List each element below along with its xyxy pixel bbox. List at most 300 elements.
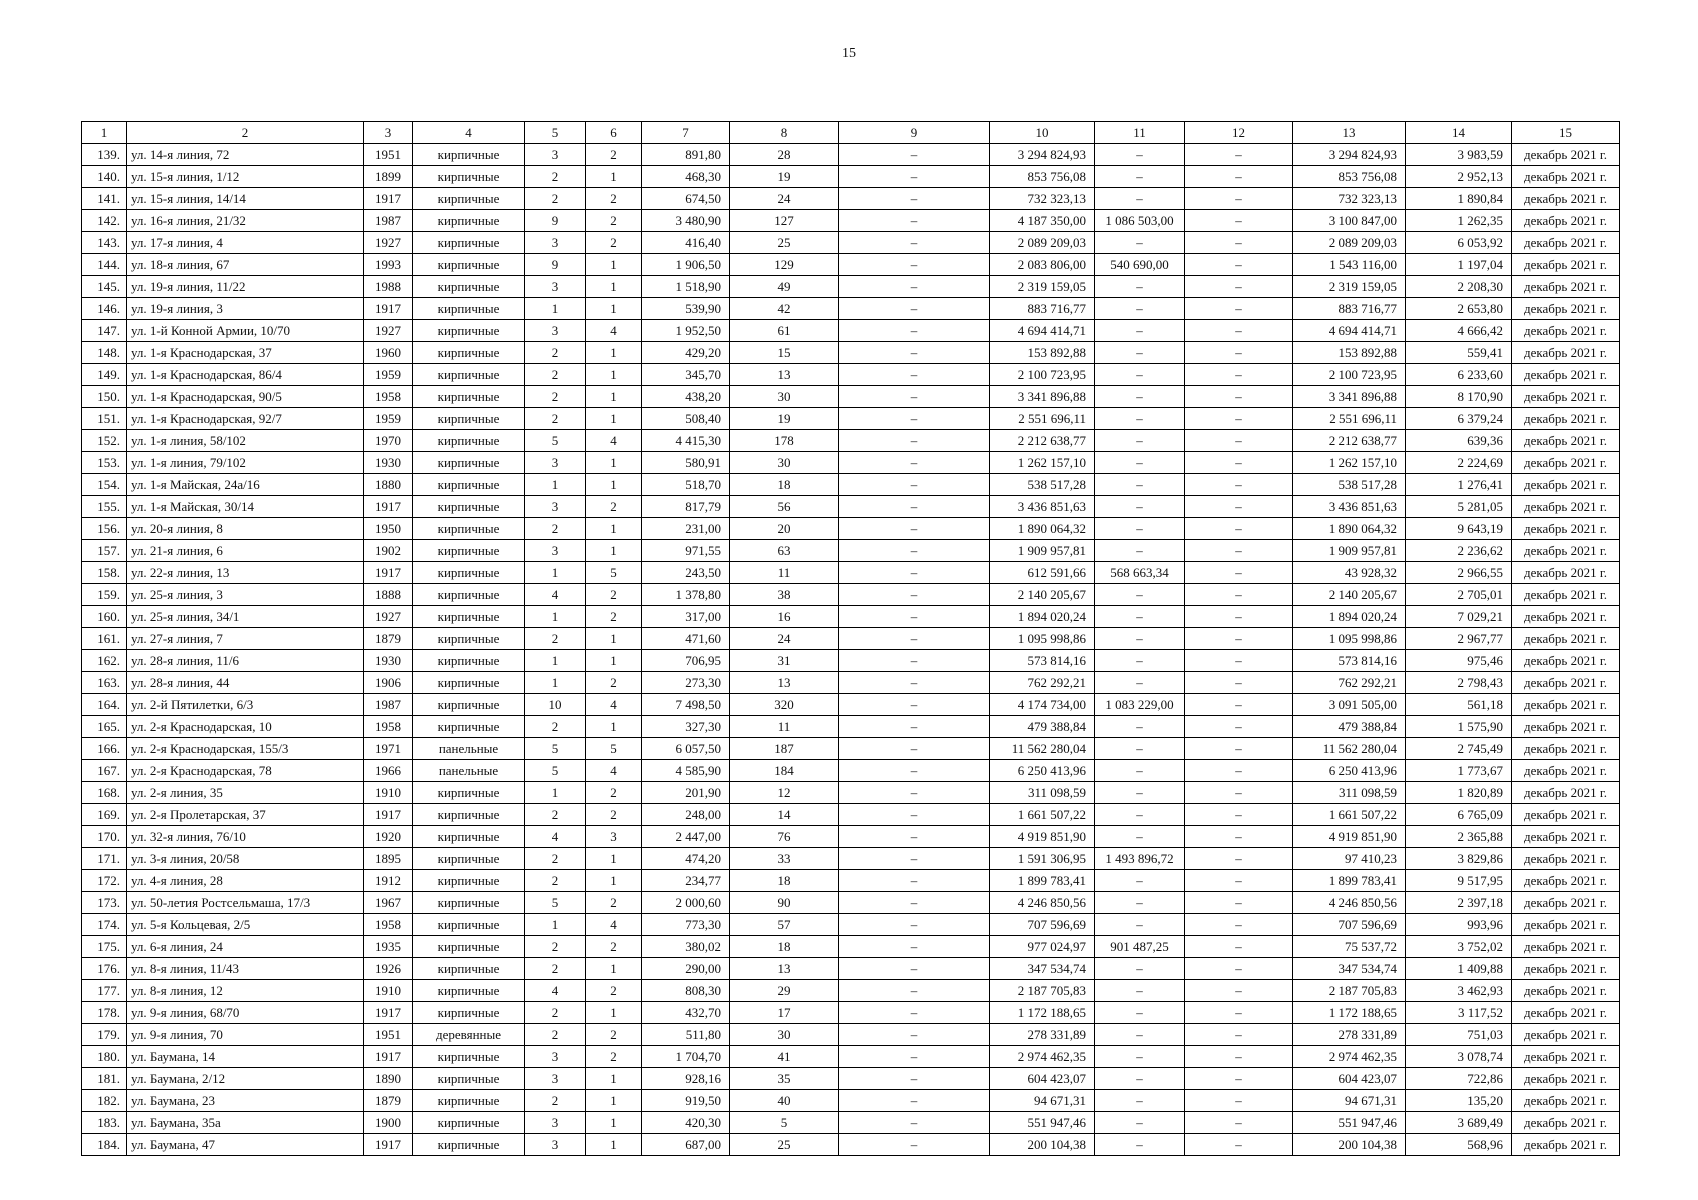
cell-residents: 14 (730, 804, 839, 826)
cell-residents: 18 (730, 474, 839, 496)
cell-cost-total: 853 756,08 (990, 166, 1095, 188)
cell-cost-balance: 3 100 847,00 (1293, 210, 1406, 232)
cell-floors: 2 (525, 518, 586, 540)
cell-entrances: 2 (586, 188, 642, 210)
cell-address: ул. 1-й Конной Армии, 10/70 (127, 320, 364, 342)
cell-row-index: 182. (82, 1090, 127, 1112)
cell-residents: 30 (730, 452, 839, 474)
cell-deadline: декабрь 2021 г. (1512, 694, 1620, 716)
cell-area: 919,50 (642, 1090, 730, 1112)
cell-year-built: 1920 (364, 826, 413, 848)
cell-col-11: – (1095, 1002, 1185, 1024)
cell-residents: 29 (730, 980, 839, 1002)
cell-floors: 3 (525, 1046, 586, 1068)
cell-area: 248,00 (642, 804, 730, 826)
cell-wall-material: кирпичные (413, 298, 525, 320)
cell-residents: 19 (730, 408, 839, 430)
cell-cost-total: 4 187 350,00 (990, 210, 1095, 232)
cell-col-9: – (839, 892, 990, 914)
cell-col-12: – (1185, 628, 1293, 650)
cell-entrances: 1 (586, 342, 642, 364)
cell-cost-total: 2 089 209,03 (990, 232, 1095, 254)
cell-address: ул. 9-я линия, 70 (127, 1024, 364, 1046)
cell-address: ул. 2-я Краснодарская, 78 (127, 760, 364, 782)
column-header-13: 13 (1293, 122, 1406, 144)
cell-wall-material: кирпичные (413, 342, 525, 364)
cell-year-built: 1970 (364, 430, 413, 452)
cell-cost-total: 153 892,88 (990, 342, 1095, 364)
cell-cost-balance: 347 534,74 (1293, 958, 1406, 980)
cell-entrances: 1 (586, 1002, 642, 1024)
cell-cost-per-unit: 993,96 (1406, 914, 1512, 936)
cell-deadline: декабрь 2021 г. (1512, 650, 1620, 672)
cell-floors: 4 (525, 584, 586, 606)
cell-entrances: 1 (586, 386, 642, 408)
cell-entrances: 2 (586, 804, 642, 826)
cell-col-11: 1 493 896,72 (1095, 848, 1185, 870)
cell-residents: 31 (730, 650, 839, 672)
cell-address: ул. 4-я линия, 28 (127, 870, 364, 892)
cell-col-11: – (1095, 1134, 1185, 1156)
cell-entrances: 2 (586, 936, 642, 958)
cell-row-index: 168. (82, 782, 127, 804)
cell-address: ул. 25-я линия, 34/1 (127, 606, 364, 628)
cell-wall-material: кирпичные (413, 540, 525, 562)
cell-year-built: 1890 (364, 1068, 413, 1090)
cell-cost-per-unit: 1 262,35 (1406, 210, 1512, 232)
table-row (82, 320, 1620, 342)
cell-cost-balance: 2 140 205,67 (1293, 584, 1406, 606)
cell-cost-per-unit: 6 233,60 (1406, 364, 1512, 386)
cell-cost-balance: 2 551 696,11 (1293, 408, 1406, 430)
cell-col-9: – (839, 1090, 990, 1112)
cell-cost-total: 278 331,89 (990, 1024, 1095, 1046)
cell-row-index: 155. (82, 496, 127, 518)
housing-register-table (81, 121, 1620, 1156)
table-row (82, 1090, 1620, 1112)
cell-cost-balance: 2 212 638,77 (1293, 430, 1406, 452)
table-row (82, 826, 1620, 848)
cell-address: ул. 22-я линия, 13 (127, 562, 364, 584)
cell-address: ул. 1-я линия, 79/102 (127, 452, 364, 474)
cell-col-11: – (1095, 760, 1185, 782)
cell-cost-per-unit: 2 365,88 (1406, 826, 1512, 848)
cell-deadline: декабрь 2021 г. (1512, 760, 1620, 782)
cell-year-built: 1930 (364, 650, 413, 672)
cell-area: 6 057,50 (642, 738, 730, 760)
cell-area: 471,60 (642, 628, 730, 650)
cell-residents: 49 (730, 276, 839, 298)
cell-wall-material: кирпичные (413, 320, 525, 342)
cell-col-9: – (839, 540, 990, 562)
cell-entrances: 1 (586, 1090, 642, 1112)
cell-cost-total: 707 596,69 (990, 914, 1095, 936)
cell-col-9: – (839, 958, 990, 980)
cell-residents: 18 (730, 936, 839, 958)
column-header-8: 8 (730, 122, 839, 144)
cell-year-built: 1966 (364, 760, 413, 782)
cell-address: ул. 1-я Краснодарская, 37 (127, 342, 364, 364)
cell-entrances: 1 (586, 958, 642, 980)
cell-cost-total: 3 341 896,88 (990, 386, 1095, 408)
cell-floors: 5 (525, 760, 586, 782)
cell-row-index: 172. (82, 870, 127, 892)
cell-cost-per-unit: 2 967,77 (1406, 628, 1512, 650)
cell-entrances: 2 (586, 1024, 642, 1046)
cell-wall-material: кирпичные (413, 562, 525, 584)
cell-area: 380,02 (642, 936, 730, 958)
cell-address: ул. 8-я линия, 11/43 (127, 958, 364, 980)
cell-row-index: 141. (82, 188, 127, 210)
cell-entrances: 1 (586, 474, 642, 496)
cell-cost-total: 2 212 638,77 (990, 430, 1095, 452)
cell-residents: 56 (730, 496, 839, 518)
cell-area: 317,00 (642, 606, 730, 628)
cell-floors: 2 (525, 342, 586, 364)
cell-row-index: 143. (82, 232, 127, 254)
cell-cost-per-unit: 1 890,84 (1406, 188, 1512, 210)
cell-row-index: 140. (82, 166, 127, 188)
cell-deadline: декабрь 2021 г. (1512, 606, 1620, 628)
table-row (82, 496, 1620, 518)
cell-floors: 2 (525, 408, 586, 430)
cell-cost-total: 551 947,46 (990, 1112, 1095, 1134)
cell-year-built: 1917 (364, 562, 413, 584)
cell-year-built: 1917 (364, 804, 413, 826)
cell-wall-material: кирпичные (413, 584, 525, 606)
cell-area: 438,20 (642, 386, 730, 408)
cell-entrances: 4 (586, 694, 642, 716)
cell-col-12: – (1185, 188, 1293, 210)
cell-row-index: 148. (82, 342, 127, 364)
cell-col-9: – (839, 562, 990, 584)
table-row (82, 188, 1620, 210)
cell-entrances: 1 (586, 518, 642, 540)
cell-residents: 41 (730, 1046, 839, 1068)
cell-cost-total: 573 814,16 (990, 650, 1095, 672)
cell-col-12: – (1185, 672, 1293, 694)
column-header-15: 15 (1512, 122, 1620, 144)
cell-year-built: 1951 (364, 144, 413, 166)
table-row (82, 694, 1620, 716)
cell-cost-balance: 1 661 507,22 (1293, 804, 1406, 826)
cell-col-11: – (1095, 452, 1185, 474)
cell-cost-balance: 3 091 505,00 (1293, 694, 1406, 716)
cell-address: ул. 32-я линия, 76/10 (127, 826, 364, 848)
cell-deadline: декабрь 2021 г. (1512, 562, 1620, 584)
cell-residents: 13 (730, 958, 839, 980)
cell-cost-total: 4 919 851,90 (990, 826, 1095, 848)
cell-entrances: 4 (586, 760, 642, 782)
cell-residents: 19 (730, 166, 839, 188)
column-header-1: 1 (82, 122, 127, 144)
cell-residents: 42 (730, 298, 839, 320)
cell-cost-balance: 2 089 209,03 (1293, 232, 1406, 254)
cell-cost-per-unit: 2 224,69 (1406, 452, 1512, 474)
cell-wall-material: кирпичные (413, 958, 525, 980)
cell-floors: 3 (525, 540, 586, 562)
cell-col-12: – (1185, 540, 1293, 562)
cell-cost-total: 612 591,66 (990, 562, 1095, 584)
table-row (82, 210, 1620, 232)
cell-cost-balance: 2 319 159,05 (1293, 276, 1406, 298)
cell-residents: 18 (730, 870, 839, 892)
cell-residents: 11 (730, 716, 839, 738)
cell-cost-total: 1 661 507,22 (990, 804, 1095, 826)
cell-floors: 3 (525, 320, 586, 342)
cell-cost-balance: 883 716,77 (1293, 298, 1406, 320)
cell-wall-material: кирпичные (413, 936, 525, 958)
cell-col-9: – (839, 694, 990, 716)
cell-col-12: – (1185, 1002, 1293, 1024)
cell-entrances: 2 (586, 144, 642, 166)
cell-cost-total: 11 562 280,04 (990, 738, 1095, 760)
cell-col-9: – (839, 584, 990, 606)
cell-row-index: 159. (82, 584, 127, 606)
cell-col-9: – (839, 738, 990, 760)
cell-row-index: 179. (82, 1024, 127, 1046)
cell-cost-balance: 1 262 157,10 (1293, 452, 1406, 474)
cell-residents: 61 (730, 320, 839, 342)
cell-wall-material: кирпичные (413, 672, 525, 694)
cell-cost-per-unit: 6 379,24 (1406, 408, 1512, 430)
cell-row-index: 144. (82, 254, 127, 276)
cell-col-11: – (1095, 870, 1185, 892)
cell-floors: 5 (525, 738, 586, 760)
cell-year-built: 1926 (364, 958, 413, 980)
cell-floors: 1 (525, 562, 586, 584)
cell-floors: 1 (525, 914, 586, 936)
cell-col-12: – (1185, 694, 1293, 716)
cell-cost-total: 2 100 723,95 (990, 364, 1095, 386)
cell-col-11: – (1095, 980, 1185, 1002)
cell-cost-balance: 1 899 783,41 (1293, 870, 1406, 892)
cell-area: 808,30 (642, 980, 730, 1002)
cell-address: ул. 27-я линия, 7 (127, 628, 364, 650)
cell-col-9: – (839, 804, 990, 826)
page-number: 15 (842, 46, 856, 61)
cell-cost-total: 1 591 306,95 (990, 848, 1095, 870)
cell-wall-material: кирпичные (413, 1112, 525, 1134)
cell-residents: 63 (730, 540, 839, 562)
table-row (82, 166, 1620, 188)
cell-row-index: 170. (82, 826, 127, 848)
cell-deadline: декабрь 2021 г. (1512, 1046, 1620, 1068)
cell-col-12: – (1185, 936, 1293, 958)
cell-year-built: 1958 (364, 386, 413, 408)
cell-row-index: 166. (82, 738, 127, 760)
cell-wall-material: кирпичные (413, 188, 525, 210)
cell-col-9: – (839, 276, 990, 298)
cell-col-12: – (1185, 1112, 1293, 1134)
cell-address: ул. 1-я линия, 58/102 (127, 430, 364, 452)
table-row (82, 144, 1620, 166)
cell-year-built: 1960 (364, 342, 413, 364)
cell-deadline: декабрь 2021 г. (1512, 232, 1620, 254)
cell-address: ул. 17-я линия, 4 (127, 232, 364, 254)
cell-row-index: 152. (82, 430, 127, 452)
cell-cost-total: 3 294 824,93 (990, 144, 1095, 166)
cell-cost-balance: 2 974 462,35 (1293, 1046, 1406, 1068)
cell-row-index: 180. (82, 1046, 127, 1068)
cell-row-index: 163. (82, 672, 127, 694)
cell-col-11: – (1095, 144, 1185, 166)
cell-col-11: – (1095, 540, 1185, 562)
cell-cost-balance: 762 292,21 (1293, 672, 1406, 694)
cell-wall-material: кирпичные (413, 1134, 525, 1156)
cell-entrances: 1 (586, 254, 642, 276)
cell-wall-material: кирпичные (413, 716, 525, 738)
column-header-9: 9 (839, 122, 990, 144)
cell-cost-per-unit: 1 409,88 (1406, 958, 1512, 980)
cell-row-index: 151. (82, 408, 127, 430)
cell-col-9: – (839, 870, 990, 892)
cell-year-built: 1935 (364, 936, 413, 958)
cell-col-9: – (839, 210, 990, 232)
table-header (82, 122, 1620, 144)
cell-cost-balance: 551 947,46 (1293, 1112, 1406, 1134)
cell-floors: 1 (525, 298, 586, 320)
cell-col-11: – (1095, 782, 1185, 804)
table-row (82, 606, 1620, 628)
cell-area: 345,70 (642, 364, 730, 386)
cell-area: 706,95 (642, 650, 730, 672)
cell-cost-balance: 538 517,28 (1293, 474, 1406, 496)
cell-deadline: декабрь 2021 г. (1512, 980, 1620, 1002)
cell-year-built: 1917 (364, 1046, 413, 1068)
cell-year-built: 1917 (364, 1134, 413, 1156)
cell-area: 468,30 (642, 166, 730, 188)
cell-col-11: – (1095, 364, 1185, 386)
cell-cost-total: 1 909 957,81 (990, 540, 1095, 562)
cell-col-9: – (839, 232, 990, 254)
cell-col-9: – (839, 254, 990, 276)
column-header-6: 6 (586, 122, 642, 144)
cell-cost-balance: 94 671,31 (1293, 1090, 1406, 1112)
cell-cost-total: 1 095 998,86 (990, 628, 1095, 650)
cell-residents: 90 (730, 892, 839, 914)
cell-address: ул. 1-я Краснодарская, 86/4 (127, 364, 364, 386)
cell-row-index: 156. (82, 518, 127, 540)
cell-col-12: – (1185, 320, 1293, 342)
cell-area: 474,20 (642, 848, 730, 870)
column-header-14: 14 (1406, 122, 1512, 144)
cell-col-11: – (1095, 958, 1185, 980)
cell-floors: 3 (525, 232, 586, 254)
cell-col-11: – (1095, 804, 1185, 826)
cell-residents: 76 (730, 826, 839, 848)
cell-cost-total: 4 694 414,71 (990, 320, 1095, 342)
cell-floors: 4 (525, 980, 586, 1002)
table-row (82, 342, 1620, 364)
cell-address: ул. 28-я линия, 44 (127, 672, 364, 694)
table-row (82, 276, 1620, 298)
cell-cost-per-unit: 2 236,62 (1406, 540, 1512, 562)
cell-wall-material: кирпичные (413, 408, 525, 430)
cell-cost-balance: 573 814,16 (1293, 650, 1406, 672)
cell-deadline: декабрь 2021 г. (1512, 584, 1620, 606)
cell-col-9: – (839, 1068, 990, 1090)
cell-cost-per-unit: 3 752,02 (1406, 936, 1512, 958)
cell-cost-per-unit: 2 798,43 (1406, 672, 1512, 694)
cell-address: ул. 1-я Майская, 30/14 (127, 496, 364, 518)
table-row (82, 980, 1620, 1002)
table-row (82, 716, 1620, 738)
cell-col-9: – (839, 474, 990, 496)
cell-address: ул. 19-я линия, 11/22 (127, 276, 364, 298)
cell-floors: 5 (525, 430, 586, 452)
table-row (82, 518, 1620, 540)
cell-entrances: 2 (586, 672, 642, 694)
cell-cost-balance: 43 928,32 (1293, 562, 1406, 584)
cell-floors: 3 (525, 496, 586, 518)
cell-cost-total: 2 140 205,67 (990, 584, 1095, 606)
cell-address: ул. 16-я линия, 21/32 (127, 210, 364, 232)
cell-cost-total: 1 899 783,41 (990, 870, 1095, 892)
cell-wall-material: кирпичные (413, 870, 525, 892)
cell-area: 2 000,60 (642, 892, 730, 914)
cell-deadline: декабрь 2021 г. (1512, 870, 1620, 892)
cell-cost-balance: 1 894 020,24 (1293, 606, 1406, 628)
cell-col-12: – (1185, 276, 1293, 298)
cell-year-built: 1958 (364, 914, 413, 936)
cell-deadline: декабрь 2021 г. (1512, 1090, 1620, 1112)
cell-col-11: – (1095, 232, 1185, 254)
cell-col-9: – (839, 914, 990, 936)
table-row (82, 914, 1620, 936)
cell-deadline: декабрь 2021 г. (1512, 716, 1620, 738)
cell-deadline: декабрь 2021 г. (1512, 782, 1620, 804)
cell-deadline: декабрь 2021 г. (1512, 430, 1620, 452)
cell-deadline: декабрь 2021 г. (1512, 936, 1620, 958)
cell-area: 928,16 (642, 1068, 730, 1090)
cell-col-9: – (839, 606, 990, 628)
cell-col-12: – (1185, 210, 1293, 232)
cell-cost-balance: 2 187 705,83 (1293, 980, 1406, 1002)
cell-area: 817,79 (642, 496, 730, 518)
cell-area: 4 585,90 (642, 760, 730, 782)
cell-row-index: 167. (82, 760, 127, 782)
cell-area: 273,30 (642, 672, 730, 694)
cell-floors: 5 (525, 892, 586, 914)
table-row (82, 298, 1620, 320)
cell-address: ул. 25-я линия, 3 (127, 584, 364, 606)
cell-cost-per-unit: 1 575,90 (1406, 716, 1512, 738)
cell-col-9: – (839, 320, 990, 342)
table-row (82, 540, 1620, 562)
cell-col-12: – (1185, 892, 1293, 914)
table-row (82, 254, 1620, 276)
table-row (82, 1024, 1620, 1046)
cell-cost-per-unit: 2 653,80 (1406, 298, 1512, 320)
cell-year-built: 1987 (364, 694, 413, 716)
cell-cost-total: 1 890 064,32 (990, 518, 1095, 540)
cell-deadline: декабрь 2021 г. (1512, 386, 1620, 408)
cell-row-index: 174. (82, 914, 127, 936)
cell-col-11: – (1095, 914, 1185, 936)
cell-area: 1 518,90 (642, 276, 730, 298)
cell-year-built: 1910 (364, 782, 413, 804)
cell-entrances: 4 (586, 320, 642, 342)
cell-area: 518,70 (642, 474, 730, 496)
cell-residents: 35 (730, 1068, 839, 1090)
cell-year-built: 1910 (364, 980, 413, 1002)
cell-deadline: декабрь 2021 г. (1512, 1134, 1620, 1156)
column-header-7: 7 (642, 122, 730, 144)
cell-deadline: декабрь 2021 г. (1512, 320, 1620, 342)
cell-year-built: 1880 (364, 474, 413, 496)
cell-deadline: декабрь 2021 г. (1512, 254, 1620, 276)
